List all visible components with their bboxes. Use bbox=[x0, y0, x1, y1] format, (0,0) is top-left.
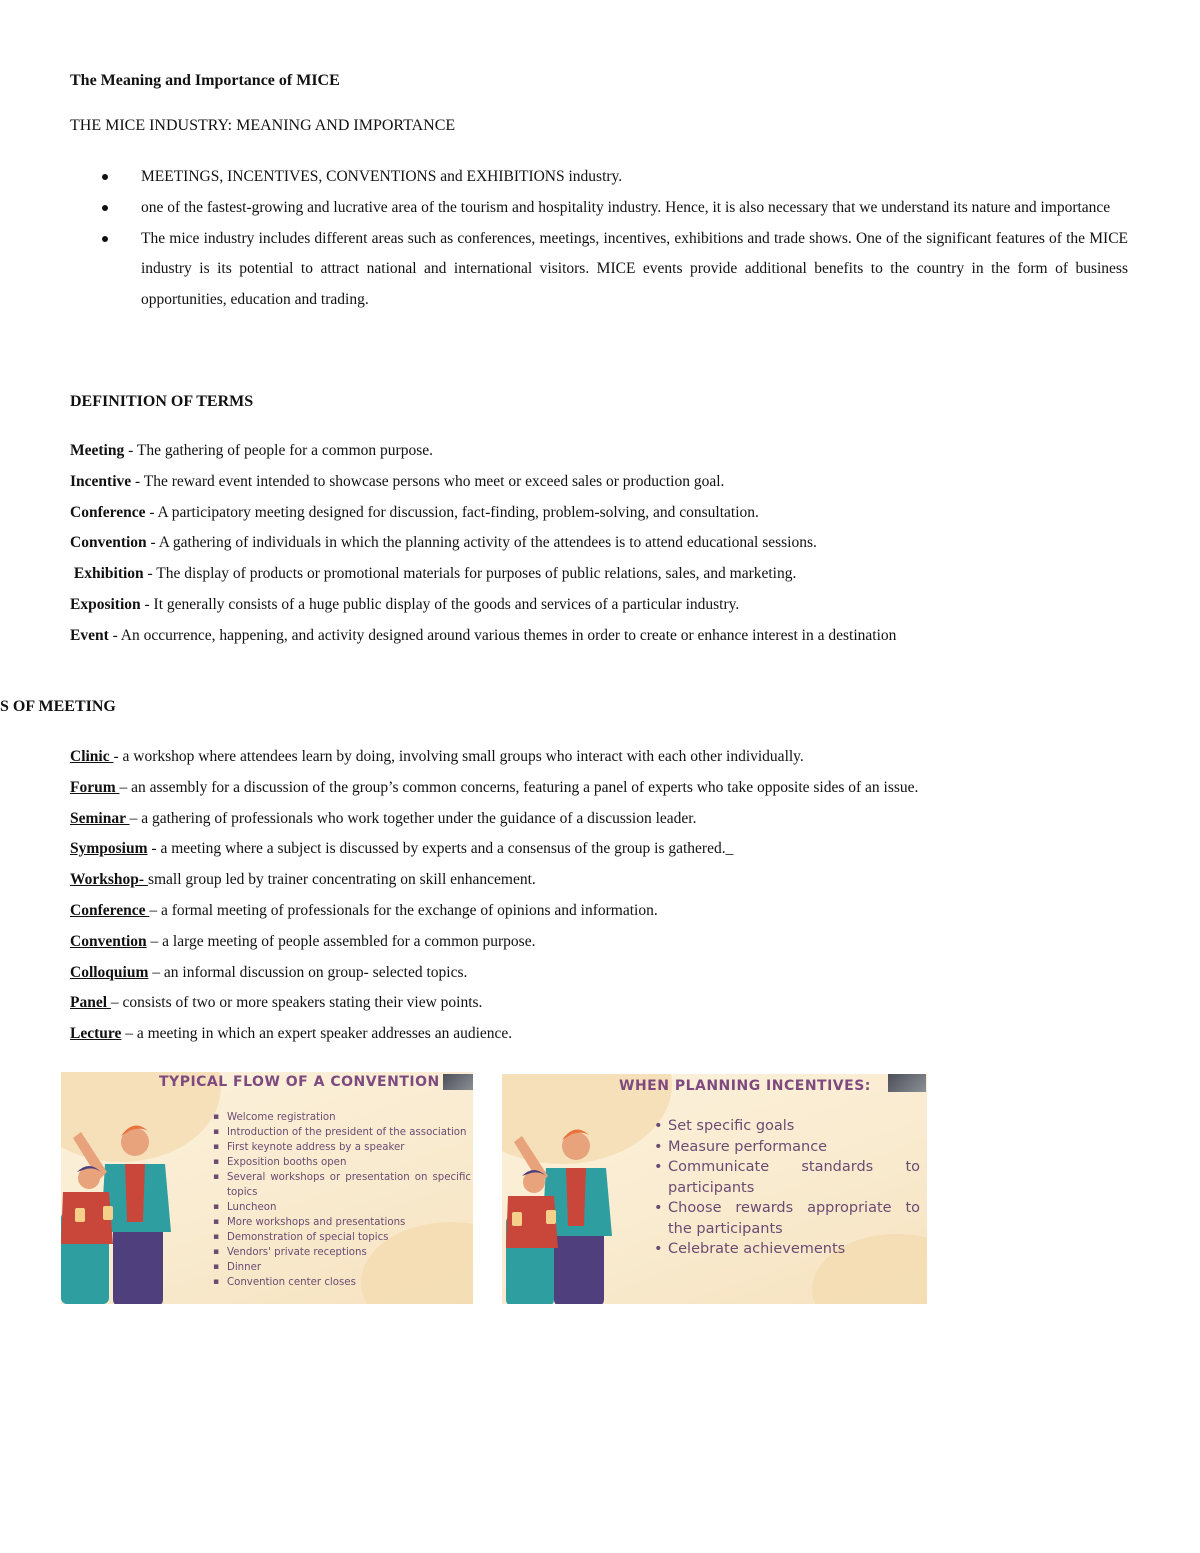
slide-list-item: ▪ Convention center closes bbox=[211, 1275, 471, 1290]
meeting-type-term: Lecture bbox=[70, 1025, 122, 1043]
slide-list-item: ▪ Exposition booths open bbox=[211, 1155, 471, 1170]
slide-list-item: ▪ Demonstration of special topics bbox=[211, 1230, 471, 1245]
slide-list-item: ▪ Dinner bbox=[211, 1260, 471, 1275]
meeting-type-row bbox=[70, 927, 918, 958]
meeting-type-text: – consists of two or more speakers stating their view points. bbox=[110, 994, 483, 1012]
meeting-type-term: Panel bbox=[70, 994, 111, 1012]
definition-text: - The gathering of people for a common purpose. bbox=[124, 442, 433, 459]
slide-list-item: • Measure performance bbox=[652, 1137, 920, 1158]
definition-term: Convention bbox=[70, 534, 147, 552]
slide-list-item: ▪ Luncheon bbox=[211, 1200, 471, 1215]
meeting-types-list bbox=[70, 742, 918, 1050]
meeting-type-row bbox=[70, 865, 918, 896]
slide-title: TYPICAL FLOW OF A CONVENTION bbox=[159, 1074, 440, 1090]
meeting-type-row bbox=[70, 742, 918, 773]
definition-row bbox=[70, 621, 896, 652]
page-title: The Meaning and Importance of MICE bbox=[70, 72, 340, 89]
definition-text: - An occurrence, happening, and activity designed around various themes in order to create or enhance interest in a destination bbox=[108, 626, 897, 644]
meeting-type-term: Workshop- bbox=[70, 871, 148, 889]
meeting-type-term: Symposium bbox=[70, 840, 148, 858]
definition-row bbox=[70, 559, 896, 590]
slide-list-item: ▪ First keynote address by a speaker bbox=[211, 1140, 471, 1155]
slide-list-item: ▪ Vendors' private receptions bbox=[211, 1245, 471, 1260]
definition-term: Meeting bbox=[70, 442, 125, 459]
meeting-type-term: Clinic bbox=[70, 748, 114, 765]
definition-row bbox=[70, 528, 896, 559]
presenter-thumbnail-icon bbox=[443, 1074, 473, 1090]
slide-title: WHEN PLANNING INCENTIVES: bbox=[619, 1078, 871, 1094]
meeting-type-text: – a meeting in which an expert speaker addresses an audience. bbox=[121, 1025, 513, 1043]
meeting-type-term: Seminar bbox=[70, 809, 130, 827]
intro-bullet-list bbox=[70, 162, 1128, 316]
couple-illustration-icon bbox=[502, 1118, 652, 1304]
meeting-type-text: – an informal discussion on group- selected topics. bbox=[148, 963, 468, 981]
definition-row bbox=[70, 498, 896, 529]
definitions-heading: DEFINITION OF TERMS bbox=[70, 393, 254, 410]
convention-flow-list bbox=[211, 1110, 471, 1290]
meeting-type-text: – a formal meeting of professionals for the exchange of opinions and information. bbox=[149, 901, 658, 919]
slide-list-item: ▪ Introduction of the president of the association bbox=[211, 1125, 471, 1140]
meeting-type-row bbox=[70, 958, 918, 989]
meeting-type-text: – an assembly for a discussion of the group’s common concerns, featuring a panel of experts who take opposite sides of an issue. bbox=[119, 778, 919, 796]
planning-incentives-slide-image bbox=[502, 1074, 927, 1304]
types-heading: S OF MEETING bbox=[0, 698, 116, 715]
meeting-type-row bbox=[70, 834, 918, 865]
intro-bullet-item: one of the fastest-growing and lucrative area of the tourism and hospitality industry. Hence, it is also necessary that we understand its nature and importance bbox=[70, 193, 1128, 224]
meeting-type-text: - a workshop where attendees learn by doing, involving small groups who interact with each other individually. bbox=[113, 748, 804, 765]
slide-list-item: ▪ Welcome registration bbox=[211, 1110, 471, 1125]
planning-incentives-list bbox=[652, 1116, 920, 1260]
couple-illustration-icon bbox=[61, 1112, 211, 1304]
meeting-type-term: Convention bbox=[70, 932, 147, 950]
presenter-thumbnail-icon bbox=[888, 1074, 926, 1092]
definition-text: - The reward event intended to showcase persons who meet or exceed sales or production goal. bbox=[131, 472, 725, 490]
meeting-type-text: – a gathering of professionals who work together under the guidance of a discussion leader. bbox=[129, 809, 697, 827]
meeting-type-row bbox=[70, 1019, 918, 1050]
slide-list-item: • Celebrate achievements bbox=[652, 1239, 920, 1260]
meeting-type-row bbox=[70, 773, 918, 804]
definition-row bbox=[70, 436, 896, 467]
meeting-type-term: Conference bbox=[70, 901, 150, 919]
definition-term: Event bbox=[70, 626, 109, 644]
slide-list-item: • Set specific goals bbox=[652, 1116, 920, 1137]
definition-text: - It generally consists of a huge public display of the goods and services of a particular industry. bbox=[140, 595, 740, 613]
slide-list-item: • Choose rewards appropriate to the participants bbox=[652, 1198, 920, 1239]
meeting-type-text: - a meeting where a subject is discussed by experts and a consensus of the group is gathered._ bbox=[147, 840, 734, 858]
meeting-type-row bbox=[70, 988, 918, 1019]
bullet-dot-icon bbox=[102, 174, 108, 180]
definition-term: Conference bbox=[70, 503, 146, 521]
definition-text: - A gathering of individuals in which the planning activity of the attendees is to attend educational sessions. bbox=[146, 534, 817, 552]
page-subtitle: THE MICE INDUSTRY: MEANING AND IMPORTANCE bbox=[70, 117, 456, 134]
intro-bullet-item: MEETINGS, INCENTIVES, CONVENTIONS and EXHIBITIONS industry. bbox=[70, 162, 1128, 193]
meeting-type-row bbox=[70, 896, 918, 927]
convention-flow-slide-image bbox=[61, 1072, 473, 1304]
definition-term: Exposition bbox=[70, 595, 141, 613]
meeting-type-text: – a large meeting of people assembled for a common purpose. bbox=[146, 932, 536, 950]
meeting-type-row bbox=[70, 804, 918, 835]
definition-row bbox=[70, 590, 896, 621]
slide-list-item: ▪ Several workshops or presentation on specific topics bbox=[211, 1170, 471, 1200]
definition-text: - The display of products or promotional materials for purposes of public relations, sales, and marketing. bbox=[143, 565, 797, 583]
definitions-list bbox=[70, 436, 896, 652]
intro-bullet-item: The mice industry includes different areas such as conferences, meetings, incentives, exhibitions and trade shows. One of the significant features of the MICE industry is its potential to attract national and international visitors. MICE events provide additional benefits to the country in the form of business opportunities, education and trading. bbox=[70, 224, 1128, 316]
definition-row bbox=[70, 467, 896, 498]
meeting-type-term: Forum bbox=[70, 778, 120, 796]
meeting-type-text: small group led by trainer concentrating on skill enhancement. bbox=[147, 871, 536, 889]
definition-term: Exhibition bbox=[70, 565, 144, 583]
slide-list-item: ▪ More workshops and presentations bbox=[211, 1215, 471, 1230]
meeting-type-term: Colloquium bbox=[70, 963, 149, 981]
definition-text: - A participatory meeting designed for discussion, fact-finding, problem-solving, and consultation. bbox=[145, 503, 759, 521]
bullet-dot-icon bbox=[102, 236, 108, 242]
slide-list-item: • Communicate standards to participants bbox=[652, 1157, 920, 1198]
definition-term: Incentive bbox=[70, 472, 132, 490]
bullet-dot-icon bbox=[102, 205, 108, 211]
